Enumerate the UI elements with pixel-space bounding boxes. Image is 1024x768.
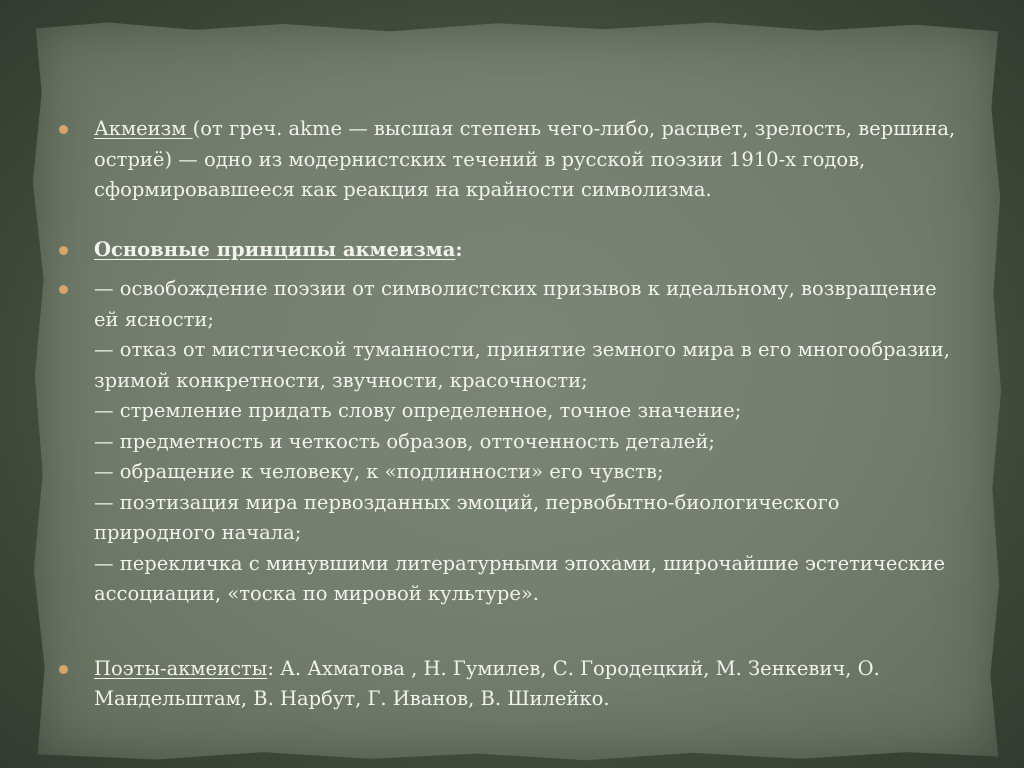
principles-heading-colon: :: [455, 237, 463, 261]
principle-line: — отказ от мистической туманности, принятие земного мира в его многообразии, зримой конкретности, звучности, красочности;: [94, 338, 950, 392]
definition-item: [58, 114, 958, 206]
bullet-icon: [59, 285, 68, 294]
slide-content: [58, 114, 958, 715]
principle-line: — поэтизация мира первозданных эмоций, первобытно-биологического природного начала;: [94, 490, 840, 544]
principle-line: — обращение к человеку, к «подлинности» его чувств;: [94, 460, 664, 483]
principles-list-item: [58, 274, 958, 610]
poets-item: [58, 654, 958, 715]
principle-line: — предметность и четкость образов, отточенность деталей;: [94, 429, 715, 453]
principles-heading: Основные принципы акмеизма: [94, 237, 456, 261]
poets-list: : А. Ахматова , Н. Гумилев, С. Городецкий, М. Зенкевич, О. Мандельштам, В. Нарбут, Г. Иванов, В. Шилейко.: [94, 656, 880, 710]
definition-text: (от греч. akme — высшая степень чего-либо, расцвет, зрелость, вершина, остриё) — одно из модернистских течений в русской поэзии 1910-х годов, сформировавшееся как реакция на крайности символизма.: [94, 117, 956, 201]
bullet-icon: [59, 665, 68, 674]
principle-line: — освобождение поэзии от символистских призывов к идеальному, возвращение ей ясности;: [94, 277, 937, 331]
principles-heading-item: [58, 235, 958, 266]
bullet-icon: [59, 246, 68, 255]
term-link[interactable]: Акмеизм: [94, 117, 193, 140]
principle-line: — перекличка с минувшими литературными эпохами, широчайшие эстетические ассоциации, «тоска по мировой культуре».: [94, 551, 946, 605]
principle-line: — стремление придать слову определенное, точное значение;: [94, 399, 742, 422]
bullet-icon: [59, 125, 68, 134]
poets-label-link[interactable]: Поэты-акмеисты: [94, 656, 268, 680]
